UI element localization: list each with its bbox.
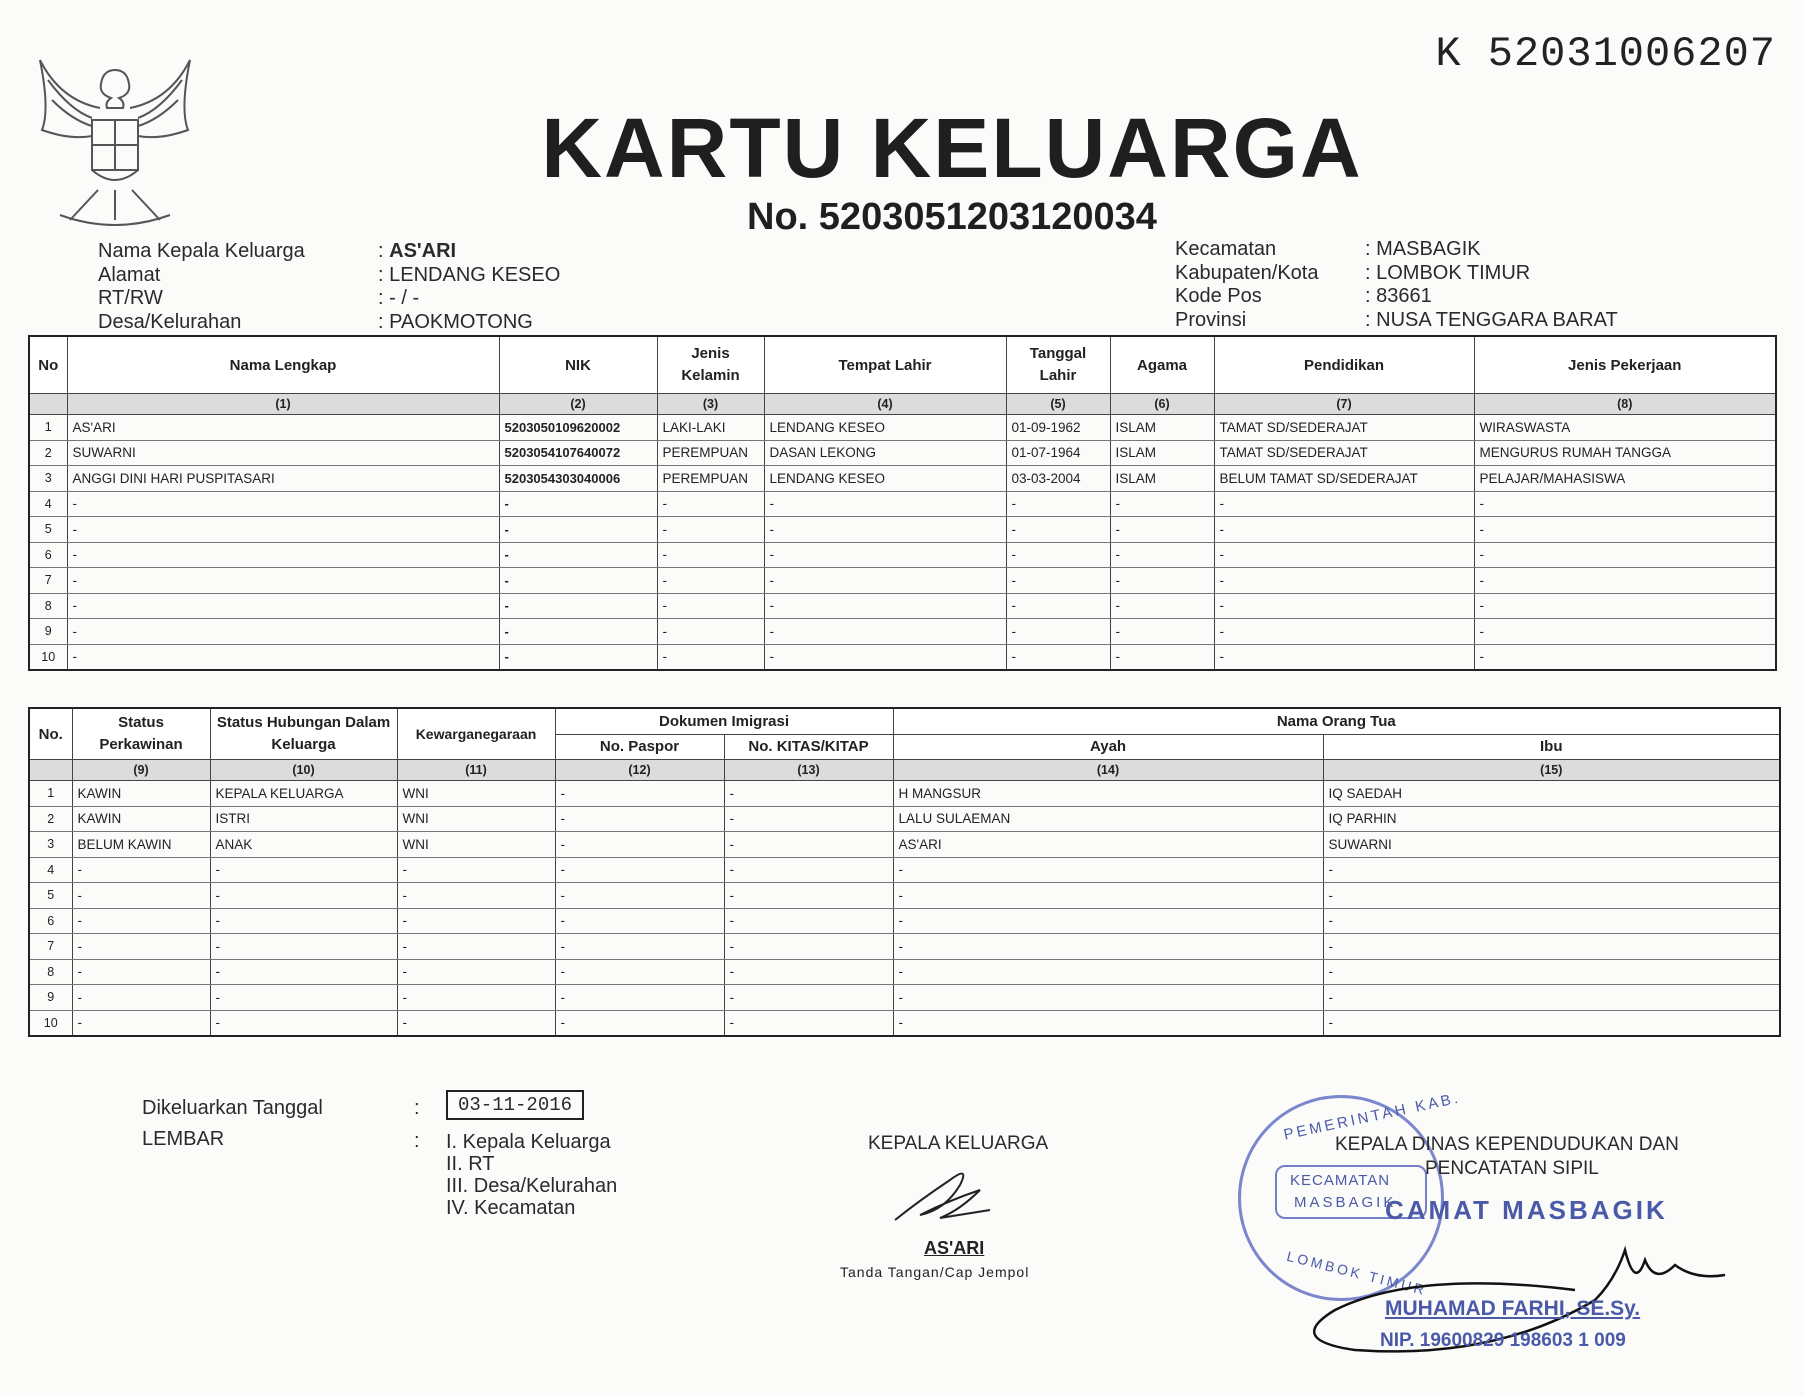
cell-status-perkawinan: - — [72, 959, 210, 985]
cell-ayah: - — [893, 883, 1323, 909]
col-header-nik: NIK — [499, 336, 657, 394]
table-row — [29, 857, 1780, 883]
cell-pendidikan: - — [1214, 517, 1474, 543]
kepala-keluarga-name: AS'ARI — [924, 1238, 985, 1258]
cell-paspor: - — [555, 985, 724, 1011]
cell-tempat-lahir: LENDANG KESEO — [764, 415, 1006, 441]
cell-ayah: H MANGSUR — [893, 781, 1323, 807]
cell-no: 9 — [29, 619, 67, 645]
col-header-status-hubungan: Status Hubungan Dalam Keluarga — [210, 708, 397, 760]
cell-no: 7 — [29, 934, 72, 960]
cell-nik: - — [499, 568, 657, 594]
cell-nama: - — [67, 644, 499, 670]
cell-nik: 5203054107640072 — [499, 440, 657, 466]
col-header-tempat-lahir: Tempat Lahir — [764, 336, 1006, 394]
table-row — [29, 542, 1776, 568]
cell-paspor: - — [555, 959, 724, 985]
cell-no: 5 — [29, 517, 67, 543]
cell-paspor: - — [555, 934, 724, 960]
cell-no: 4 — [29, 857, 72, 883]
family-status-table — [28, 707, 1781, 1037]
cell-tanggal-lahir: - — [1006, 491, 1110, 517]
cell-jenis-kelamin: - — [657, 619, 764, 645]
cell-no: 7 — [29, 568, 67, 594]
cell-paspor: - — [555, 781, 724, 807]
cell-status-perkawinan: KAWIN — [72, 806, 210, 832]
lembar-item: II. RT — [446, 1153, 495, 1175]
col-header-dokumen-imigrasi: Dokumen Imigrasi — [555, 708, 893, 734]
col-number: (5) — [1006, 394, 1110, 415]
cell-nama: - — [67, 517, 499, 543]
stamp-top-text: PEMERINTAH KAB. — [1282, 1089, 1463, 1144]
col-header-nama: Nama Lengkap — [67, 336, 499, 394]
official-nip: NIP. 19600829 198603 1 009 — [1380, 1330, 1626, 1351]
cell-jenis-kelamin: - — [657, 517, 764, 543]
lembar-colon: : — [414, 1130, 420, 1152]
col-header-kitas: No. KITAS/KITAP — [724, 734, 893, 760]
cell-tempat-lahir: - — [764, 542, 1006, 568]
cell-status-perkawinan: - — [72, 1010, 210, 1036]
cell-tanggal-lahir: 03-03-2004 — [1006, 466, 1110, 492]
table-row — [29, 440, 1776, 466]
cell-kitas: - — [724, 806, 893, 832]
cell-no: 10 — [29, 644, 67, 670]
cell-pendidikan: - — [1214, 644, 1474, 670]
table-row — [29, 491, 1776, 517]
signature-kepala-icon — [890, 1160, 1000, 1230]
value-nama-kepala: AS'ARI — [389, 240, 457, 262]
cell-pekerjaan: - — [1474, 619, 1776, 645]
cell-agama: - — [1110, 517, 1214, 543]
cell-no: 1 — [29, 781, 72, 807]
issued-date-value: 03-11-2016 — [446, 1090, 584, 1120]
cell-pendidikan: - — [1214, 542, 1474, 568]
cell-kewarganegaraan: - — [397, 1010, 555, 1036]
cell-ibu: - — [1323, 1010, 1780, 1036]
cell-nama: - — [67, 593, 499, 619]
table-row — [29, 517, 1776, 543]
cell-tempat-lahir: - — [764, 491, 1006, 517]
col-header-nama-orang-tua: Nama Orang Tua — [893, 708, 1780, 734]
cell-kitas: - — [724, 857, 893, 883]
cell-status-perkawinan: BELUM KAWIN — [72, 832, 210, 858]
table-row — [29, 934, 1780, 960]
cell-nik: - — [499, 517, 657, 543]
cell-kitas: - — [724, 1010, 893, 1036]
cell-nik: - — [499, 542, 657, 568]
cell-agama: - — [1110, 491, 1214, 517]
cell-tempat-lahir: - — [764, 517, 1006, 543]
col-header-pendidikan: Pendidikan — [1214, 336, 1474, 394]
cell-no: 2 — [29, 806, 72, 832]
table-row — [29, 806, 1780, 832]
col-header-ibu: Ibu — [1323, 734, 1780, 760]
cell-jenis-kelamin: - — [657, 542, 764, 568]
cell-pekerjaan: - — [1474, 491, 1776, 517]
document-title: KARTU KELUARGA — [541, 101, 1363, 195]
table-row — [29, 415, 1776, 441]
cell-status-hubungan: - — [210, 959, 397, 985]
col-number: (6) — [1110, 394, 1214, 415]
cell-ayah: - — [893, 934, 1323, 960]
cell-ibu: - — [1323, 857, 1780, 883]
value-kecamatan: MASBAGIK — [1376, 238, 1481, 260]
label-alamat: Alamat — [98, 263, 161, 286]
cell-ibu: - — [1323, 985, 1780, 1011]
cell-paspor: - — [555, 883, 724, 909]
cell-tanggal-lahir: - — [1006, 568, 1110, 594]
cell-status-perkawinan: - — [72, 985, 210, 1011]
cell-tempat-lahir: - — [764, 593, 1006, 619]
cell-nama: - — [67, 542, 499, 568]
cell-paspor: - — [555, 908, 724, 934]
col-header-no: No. — [29, 708, 72, 760]
cell-kitas: - — [724, 883, 893, 909]
cell-no: 8 — [29, 959, 72, 985]
cell-no: 4 — [29, 491, 67, 517]
col-header-no: No — [29, 336, 67, 394]
cell-ayah: - — [893, 908, 1323, 934]
cell-tanggal-lahir: - — [1006, 644, 1110, 670]
cell-tempat-lahir: - — [764, 644, 1006, 670]
cell-no: 3 — [29, 832, 72, 858]
value-kode-pos: 83661 — [1376, 285, 1432, 307]
col-header-agama: Agama — [1110, 336, 1214, 394]
cell-no: 3 — [29, 466, 67, 492]
cell-ibu: IQ SAEDAH — [1323, 781, 1780, 807]
cell-kewarganegaraan: - — [397, 908, 555, 934]
cell-pendidikan: TAMAT SD/SEDERAJAT — [1214, 440, 1474, 466]
cell-pekerjaan: - — [1474, 568, 1776, 594]
label-kecamatan: Kecamatan — [1175, 238, 1277, 260]
cell-nama: AS'ARI — [67, 415, 499, 441]
cell-nama: - — [67, 568, 499, 594]
lembar-list — [446, 1131, 617, 1219]
family-members-table — [28, 335, 1777, 671]
document-serial-number: K 52031006207 — [1435, 30, 1776, 78]
table-row — [29, 593, 1776, 619]
cell-pendidikan: - — [1214, 593, 1474, 619]
stamp-inner-line-1: KECAMATAN — [1290, 1172, 1391, 1189]
cell-nik: - — [499, 644, 657, 670]
lembar-item: IV. Kecamatan — [446, 1197, 576, 1219]
col-header-paspor: No. Paspor — [555, 734, 724, 760]
label-kabupaten: Kabupaten/Kota — [1175, 261, 1319, 284]
col-number: (14) — [893, 760, 1323, 781]
cell-jenis-kelamin: - — [657, 491, 764, 517]
value-rt-rw: - / - — [389, 287, 420, 309]
official-name: MUHAMAD FARHI, SE.Sy. — [1385, 1297, 1641, 1320]
lembar-item: III. Desa/Kelurahan — [446, 1175, 618, 1197]
cell-ayah: AS'ARI — [893, 832, 1323, 858]
cell-kewarganegaraan: - — [397, 985, 555, 1011]
cell-no: 2 — [29, 440, 67, 466]
header-left-info: Nama Kepala Keluarga : AS'ARI Alamat : LENDANG KESEO RT/RW : - / - Desa/Kelurahan : PAOKMOTONG — [98, 240, 561, 333]
value-desa: PAOKMOTONG — [389, 310, 533, 333]
label-rt-rw: RT/RW — [98, 287, 163, 309]
stamp-inner-line-2: MASBAGIK — [1294, 1194, 1397, 1211]
cell-status-hubungan: - — [210, 1010, 397, 1036]
cell-pekerjaan: - — [1474, 644, 1776, 670]
col-number: (4) — [764, 394, 1006, 415]
cell-agama: ISLAM — [1110, 440, 1214, 466]
cell-ibu: IQ PARHIN — [1323, 806, 1780, 832]
cell-no: 1 — [29, 415, 67, 441]
cell-pekerjaan: WIRASWASTA — [1474, 415, 1776, 441]
col-header-ayah: Ayah — [893, 734, 1323, 760]
cell-tanggal-lahir: 01-09-1962 — [1006, 415, 1110, 441]
col-number: (11) — [397, 760, 555, 781]
cell-kewarganegaraan: - — [397, 883, 555, 909]
cell-nama: - — [67, 491, 499, 517]
table-row — [29, 466, 1776, 492]
col-header-pekerjaan: Jenis Pekerjaan — [1474, 336, 1776, 394]
cell-pekerjaan: MENGURUS RUMAH TANGGA — [1474, 440, 1776, 466]
cell-kitas: - — [724, 908, 893, 934]
cell-tanggal-lahir: - — [1006, 542, 1110, 568]
value-kabupaten: LOMBOK TIMUR — [1376, 261, 1531, 284]
label-nama-kepala: Nama Kepala Keluarga — [98, 240, 305, 262]
cell-kewarganegaraan: - — [397, 857, 555, 883]
col-header-jenis-kelamin: Jenis Kelamin — [657, 336, 764, 394]
stamp-bottom-text: LOMBOK TIMUR — [1285, 1247, 1429, 1299]
cell-status-hubungan: - — [210, 934, 397, 960]
cell-no: 8 — [29, 593, 67, 619]
cell-nik: 5203050109620002 — [499, 415, 657, 441]
cell-nama: SUWARNI — [67, 440, 499, 466]
label-kode-pos: Kode Pos — [1175, 285, 1262, 307]
cell-ibu: - — [1323, 934, 1780, 960]
table-row — [29, 568, 1776, 594]
label-provinsi: Provinsi — [1175, 308, 1247, 331]
camat-title: CAMAT MASBAGIK — [1385, 1195, 1668, 1225]
cell-pendidikan: - — [1214, 619, 1474, 645]
cell-agama: - — [1110, 644, 1214, 670]
col-number: (9) — [72, 760, 210, 781]
value-provinsi: NUSA TENGGARA BARAT — [1376, 308, 1618, 331]
cell-tempat-lahir: DASAN LEKONG — [764, 440, 1006, 466]
col-number: (8) — [1474, 394, 1776, 415]
cell-jenis-kelamin: PEREMPUAN — [657, 466, 764, 492]
cell-agama: - — [1110, 593, 1214, 619]
lembar-label: LEMBAR — [142, 1128, 225, 1150]
cell-pekerjaan: PELAJAR/MAHASISWA — [1474, 466, 1776, 492]
cell-nama: ANGGI DINI HARI PUSPITASARI — [67, 466, 499, 492]
cell-jenis-kelamin: - — [657, 644, 764, 670]
cell-kitas: - — [724, 985, 893, 1011]
cell-kitas: - — [724, 781, 893, 807]
col-header-tanggal-lahir: Tanggal Lahir — [1006, 336, 1110, 394]
cell-ibu: - — [1323, 959, 1780, 985]
cell-no: 5 — [29, 883, 72, 909]
dinas-title-line-1: KEPALA DINAS KEPENDUDUKAN DAN — [1335, 1134, 1679, 1155]
family-card-number: No. 5203051203120034 — [747, 196, 1157, 238]
cell-tanggal-lahir: - — [1006, 619, 1110, 645]
issued-date-label: Dikeluarkan Tanggal — [142, 1097, 323, 1119]
cell-tanggal-lahir: - — [1006, 517, 1110, 543]
cell-kitas: - — [724, 832, 893, 858]
cell-agama: - — [1110, 568, 1214, 594]
cell-no: 6 — [29, 542, 67, 568]
cell-nik: - — [499, 491, 657, 517]
cell-ayah: - — [893, 857, 1323, 883]
col-number: (13) — [724, 760, 893, 781]
cell-ibu: - — [1323, 883, 1780, 909]
cell-ayah: - — [893, 1010, 1323, 1036]
cell-tempat-lahir: - — [764, 568, 1006, 594]
cell-status-hubungan: KEPALA KELUARGA — [210, 781, 397, 807]
cell-paspor: - — [555, 832, 724, 858]
table-row — [29, 644, 1776, 670]
cell-jenis-kelamin: LAKI-LAKI — [657, 415, 764, 441]
cell-ayah: LALU SULAEMAN — [893, 806, 1323, 832]
table-row — [29, 832, 1780, 858]
cell-ayah: - — [893, 985, 1323, 1011]
cell-status-hubungan: ANAK — [210, 832, 397, 858]
cell-agama: - — [1110, 619, 1214, 645]
col-header-status-perkawinan: Status Perkawinan — [72, 708, 210, 760]
cell-agama: ISLAM — [1110, 466, 1214, 492]
cell-nik: 5203054303040006 — [499, 466, 657, 492]
cell-kitas: - — [724, 934, 893, 960]
cell-ibu: - — [1323, 908, 1780, 934]
cell-no: 6 — [29, 908, 72, 934]
cell-jenis-kelamin: PEREMPUAN — [657, 440, 764, 466]
cell-status-hubungan: ISTRI — [210, 806, 397, 832]
table-row — [29, 1010, 1780, 1036]
col-header-kewarganegaraan: Kewarganegaraan — [397, 708, 555, 760]
cell-pekerjaan: - — [1474, 542, 1776, 568]
cell-jenis-kelamin: - — [657, 568, 764, 594]
cell-pendidikan: - — [1214, 491, 1474, 517]
cell-kitas: - — [724, 959, 893, 985]
table-row — [29, 908, 1780, 934]
dinas-title-line-2: PENCATATAN SIPIL — [1425, 1158, 1599, 1179]
cell-status-perkawinan: KAWIN — [72, 781, 210, 807]
value-alamat: LENDANG KESEO — [389, 263, 561, 286]
issued-date-colon: : — [414, 1097, 420, 1119]
cell-ayah: - — [893, 959, 1323, 985]
col-number: (15) — [1323, 760, 1780, 781]
cell-status-perkawinan: - — [72, 934, 210, 960]
cell-pendidikan: - — [1214, 568, 1474, 594]
cell-pekerjaan: - — [1474, 593, 1776, 619]
table-row — [29, 781, 1780, 807]
cell-status-hubungan: - — [210, 857, 397, 883]
col-number: (12) — [555, 760, 724, 781]
cell-status-hubungan: - — [210, 883, 397, 909]
cell-status-hubungan: - — [210, 985, 397, 1011]
cell-jenis-kelamin: - — [657, 593, 764, 619]
col-number-blank — [29, 760, 72, 781]
cell-kewarganegaraan: - — [397, 959, 555, 985]
table-row — [29, 619, 1776, 645]
cell-nama: - — [67, 619, 499, 645]
cell-kewarganegaraan: WNI — [397, 806, 555, 832]
cell-paspor: - — [555, 857, 724, 883]
cell-status-perkawinan: - — [72, 908, 210, 934]
col-number: (7) — [1214, 394, 1474, 415]
cell-ibu: SUWARNI — [1323, 832, 1780, 858]
col-number: (10) — [210, 760, 397, 781]
col-number: (2) — [499, 394, 657, 415]
cell-paspor: - — [555, 1010, 724, 1036]
col-number-blank — [29, 394, 67, 415]
cell-kewarganegaraan: WNI — [397, 832, 555, 858]
cell-nik: - — [499, 593, 657, 619]
table-row — [29, 883, 1780, 909]
cell-pendidikan: BELUM TAMAT SD/SEDERAJAT — [1214, 466, 1474, 492]
col-number: (1) — [67, 394, 499, 415]
table-row — [29, 959, 1780, 985]
cell-agama: ISLAM — [1110, 415, 1214, 441]
label-desa: Desa/Kelurahan — [98, 310, 242, 333]
kepala-keluarga-title: KEPALA KELUARGA — [868, 1133, 1049, 1154]
cell-pekerjaan: - — [1474, 517, 1776, 543]
cell-kewarganegaraan: - — [397, 934, 555, 960]
cell-no: 10 — [29, 1010, 72, 1036]
signature-caption: Tanda Tangan/Cap Jempol — [840, 1264, 1030, 1280]
cell-agama: - — [1110, 542, 1214, 568]
cell-nik: - — [499, 619, 657, 645]
col-number: (3) — [657, 394, 764, 415]
cell-tanggal-lahir: 01-07-1964 — [1006, 440, 1110, 466]
cell-paspor: - — [555, 806, 724, 832]
lembar-item: I. Kepala Keluarga — [446, 1131, 611, 1153]
cell-status-hubungan: - — [210, 908, 397, 934]
cell-tempat-lahir: - — [764, 619, 1006, 645]
cell-kewarganegaraan: WNI — [397, 781, 555, 807]
cell-tanggal-lahir: - — [1006, 593, 1110, 619]
cell-status-perkawinan: - — [72, 857, 210, 883]
cell-tempat-lahir: LENDANG KESEO — [764, 466, 1006, 492]
cell-pendidikan: TAMAT SD/SEDERAJAT — [1214, 415, 1474, 441]
cell-status-perkawinan: - — [72, 883, 210, 909]
table-row — [29, 985, 1780, 1011]
header-right-info: Kecamatan : MASBAGIK Kabupaten/Kota : LOMBOK TIMUR Kode Pos : 83661 Provinsi : NUSA TENGGARA BARAT — [1175, 238, 1618, 331]
cell-no: 9 — [29, 985, 72, 1011]
